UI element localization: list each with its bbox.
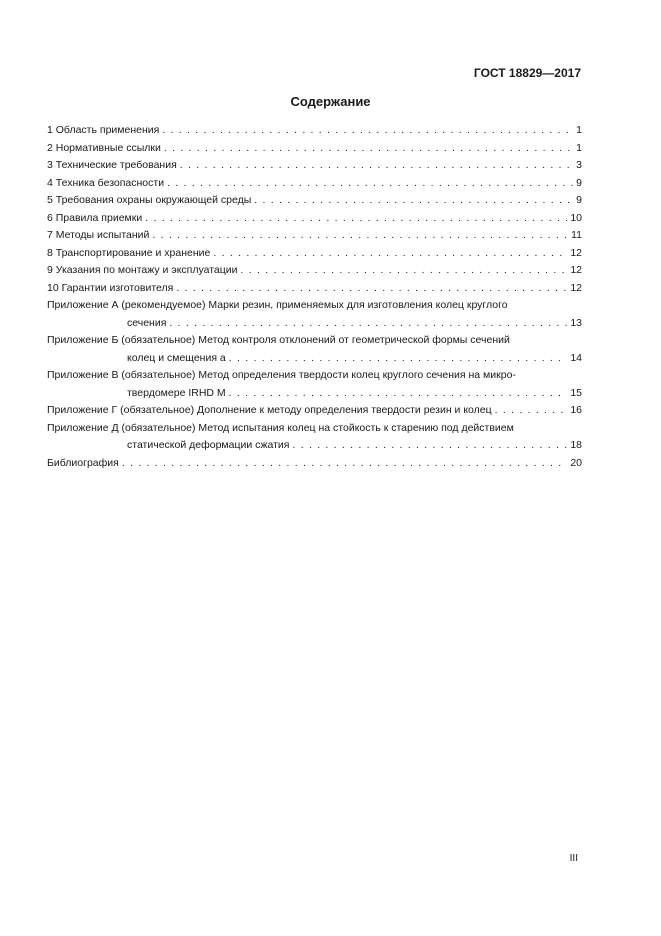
toc-appendix-a[interactable]: Приложение А (рекомендуемое) Марки резин, применяемых для изготовления колец круглого сечения . . . 13 [47, 297, 582, 332]
document-code: ГОСТ 18829—2017 [473, 66, 581, 80]
toc-entry[interactable]: 5 Требования охраны окружающей среды . . . 9 [47, 192, 582, 210]
toc-entry[interactable]: 3 Технические требования . . . 3 [47, 157, 582, 175]
toc-entry[interactable]: 8 Транспортирование и хранение . . . 12 [47, 245, 582, 263]
toc-appendix-v[interactable]: Приложение В (обязательное) Метод определения твердости колец круглого сечения на микро- твердомере IRHD М . . . 15 [47, 367, 582, 402]
toc-appendix-b[interactable]: Приложение Б (обязательное) Метод контроля отклонений от геометрической формы сечений колец и смещения а . . . 14 [47, 332, 582, 367]
toc-entry[interactable]: 10 Гарантии изготовителя . . . 12 [47, 280, 582, 298]
toc-title: Содержание [290, 94, 371, 109]
toc-entry[interactable]: 6 Правила приемки . . . 10 [47, 210, 582, 228]
toc-bibliography[interactable]: Библиография . . . 20 [47, 455, 582, 473]
toc-appendix-g[interactable]: Приложение Г (обязательное) Дополнение к методу определения твердости резин и колец . . . 16 [47, 402, 582, 420]
table-of-contents [47, 122, 582, 472]
toc-entry[interactable]: 7 Методы испытаний . . . 11 [47, 227, 582, 245]
toc-entry[interactable]: 9 Указания по монтажу и эксплуатации . . . 12 [47, 262, 582, 280]
toc-appendix-d[interactable]: Приложение Д (обязательное) Метод испытания колец на стойкость к старению под действием статической деформации сжатия . . . 18 [47, 420, 582, 455]
toc-entry[interactable]: 1 Область применения . . . 1 [47, 122, 582, 140]
page-number: III [569, 853, 578, 864]
toc-entry[interactable]: 2 Нормативные ссылки . . . 1 [47, 140, 582, 158]
toc-entry[interactable]: 4 Техника безопасности . . . 9 [47, 175, 582, 193]
